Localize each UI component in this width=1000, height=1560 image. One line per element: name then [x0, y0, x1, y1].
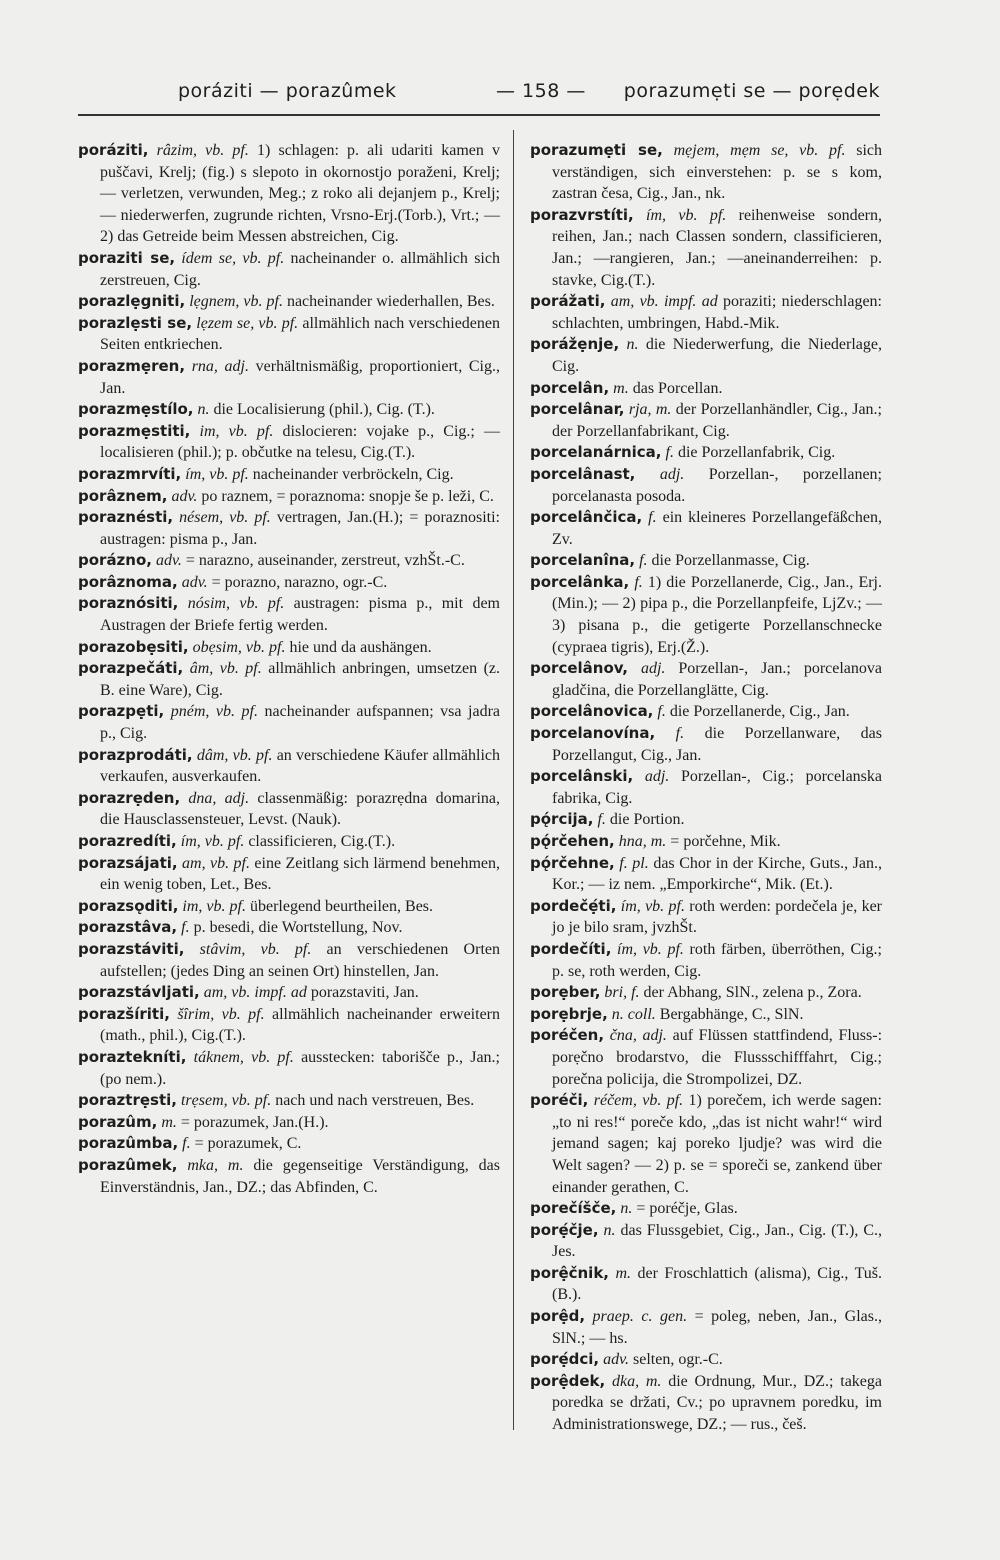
dictionary-entry — [530, 1220, 882, 1263]
entry-grammar: obẹsim, vb. pf. — [188, 638, 286, 656]
entry-definition: an verschiedene Käufer allmählich verkaufen, ausverkaufen. — [100, 746, 500, 786]
entry-headword: porazumẹti se, — [530, 141, 663, 159]
entry-definition: Porzellan-, Cig.; porcelanska fabrika, Cig. — [552, 768, 882, 807]
entry-grammar: am, vb. impf. ad — [605, 293, 718, 311]
dictionary-entry — [78, 572, 500, 594]
entry-headword: porážati, — [530, 292, 606, 311]
entry-grammar: n. — [193, 401, 210, 419]
entry-headword: pǫ́rčehen, — [530, 832, 615, 850]
dictionary-entry — [78, 1047, 500, 1090]
entry-headword: porẹ́dci, — [530, 1350, 600, 1369]
entry-grammar: adj. — [635, 465, 685, 483]
entry-definition: ein kleineres Porzellangefäßchen, Zv. — [552, 509, 882, 548]
entry-grammar: nósim, vb. pf. — [178, 595, 285, 613]
entry-definition: ausstecken: taborišče p., Jan.; (po nem.). — [100, 1048, 500, 1088]
dictionary-entry — [78, 1133, 500, 1155]
entry-grammar: čna, adj. — [604, 1027, 667, 1045]
entry-grammar: lẹzem se, vb. pf. — [192, 314, 299, 332]
entry-headword: porazûmba, — [78, 1134, 179, 1153]
dictionary-entry — [78, 745, 500, 788]
entry-definition: überlegend beurtheilen, Bes. — [245, 897, 434, 915]
entry-grammar: ím, vb. pf. — [176, 833, 245, 850]
dictionary-entry — [78, 1004, 500, 1047]
entry-grammar: f. — [661, 444, 674, 462]
entry-definition: die Porzellanfabrik, Cig. — [673, 444, 836, 462]
entry-grammar: f. — [653, 703, 666, 721]
entry-headword: porazpẹti, — [78, 702, 165, 721]
header-left-range: poráziti — porazûmek — [178, 80, 397, 102]
entry-grammar: mẹjem, mẹm se, vb. pf. — [662, 142, 846, 159]
entry-grammar: ím, vb. pf. — [633, 206, 727, 224]
entry-headword: poréči, — [530, 1091, 589, 1110]
entry-headword: porazlẹgniti, — [78, 292, 186, 311]
entry-grammar: bri, f. — [600, 984, 640, 1002]
page-header — [78, 74, 880, 116]
entry-grammar: m. — [609, 379, 629, 397]
dictionary-entry — [78, 1155, 500, 1198]
entry-headword: porazmẹstílo, — [78, 400, 194, 419]
dictionary-entry — [78, 939, 500, 982]
entry-grammar: n. coll. — [607, 1005, 656, 1023]
entry-grammar: âm, vb. pf. — [183, 660, 262, 678]
entry-headword: poréčen, — [530, 1026, 605, 1045]
entry-headword: pǫ́rčehne, — [530, 853, 615, 872]
entry-headword: poraznésti, — [78, 508, 174, 527]
dictionary-entry — [530, 809, 882, 831]
dictionary-entry — [530, 334, 882, 377]
entry-headword: porazstávljati, — [78, 983, 200, 1002]
entry-grammar: n. — [598, 1221, 616, 1239]
dictionary-entry — [78, 1090, 500, 1112]
entry-grammar: f. pl. — [614, 854, 649, 872]
entry-definition: classificieren, Cig.(T.). — [244, 833, 396, 850]
entry-definition: das Flussgebiet, Cig., Jan., Cig. (T.), C., Jes. — [552, 1221, 883, 1261]
entry-headword: porazûm, — [78, 1112, 158, 1131]
entry-definition: = porazumek, Jan.(H.). — [176, 1113, 329, 1131]
entry-definition: die Ordnung, Mur., DZ.; takega poredka se držati, Cv.; po upravnem poredku, im Administrationswege, DZ.; — rus., češ. — [552, 1372, 883, 1434]
entry-headword: porệd, — [530, 1307, 586, 1326]
entry-headword: porazrẹden, — [78, 788, 181, 807]
entry-headword: porečíšče, — [530, 1199, 617, 1218]
entry-headword: pordečíti, — [530, 939, 612, 958]
entry-definition: = poréčje, Glas. — [632, 1200, 738, 1218]
dictionary-entry — [530, 1025, 882, 1090]
entry-headword: porazmrvíti, — [78, 464, 182, 483]
entry-headword: porazredíti, — [78, 832, 177, 850]
entry-headword: porázno, — [78, 551, 152, 570]
dictionary-entry — [530, 291, 882, 334]
dictionary-entry — [78, 140, 500, 248]
entry-headword: porcelânast, — [530, 464, 636, 483]
entry-headword: porazûmek, — [78, 1155, 178, 1174]
entry-grammar: n. — [616, 1200, 633, 1218]
entry-headword: porazstâva, — [78, 918, 178, 937]
entry-definition: die gegenseitige Verständigung, das Einverständnis, Jan., DZ.; das Abfinden, C. — [100, 1156, 500, 1196]
entry-definition: nacheinander o. allmählich sich zerstreuen, Cig. — [100, 249, 500, 289]
entry-grammar: mka, m. — [177, 1156, 244, 1174]
entry-headword: porazpečáti, — [78, 659, 184, 678]
dictionary-entry — [530, 982, 882, 1004]
dictionary-entry — [530, 572, 882, 658]
entry-grammar: f. — [177, 919, 190, 937]
entry-grammar: adv. — [151, 552, 182, 570]
entry-grammar: adj. — [633, 768, 670, 786]
entry-grammar: im, vb. pf. — [190, 422, 274, 440]
entry-grammar: stâvim, vb. pf. — [184, 940, 312, 958]
dictionary-entry — [78, 982, 500, 1004]
entry-headword: porazobẹsiti, — [78, 637, 189, 656]
entry-headword: porẹber, — [530, 983, 601, 1002]
entry-definition: der Abhang, SlN., zelena p., Zora. — [639, 984, 862, 1002]
entry-definition: 1) die Porzellanerde, Cig., Jan., Erj.(Min.); — 2) pipa p., die Porzellanpfeife, LjZv.; — 3) pisana p., die getigerte Porzellanschnecke (cypraea tigris), Erj.(Ž.). — [552, 573, 882, 656]
entry-grammar: f. — [593, 811, 606, 829]
dictionary-entry — [78, 313, 500, 356]
header-right-range: porazumẹti se — porẹdek — [623, 80, 880, 102]
entry-grammar: n. — [619, 336, 639, 354]
entry-headword: poraztekníti, — [78, 1047, 187, 1066]
dictionary-entry — [78, 356, 500, 399]
entry-headword: porazstáviti, — [78, 939, 185, 958]
entry-definition: das Chor in der Kirche, Guts., Jan., Kor.; — iz nem. „Emporkirche“, Mik. (Et.). — [552, 854, 883, 894]
dictionary-entry — [78, 399, 500, 421]
entry-headword: porážẹnje, — [530, 335, 620, 354]
dictionary-entry — [78, 788, 500, 831]
entry-grammar: am, vb. pf. — [177, 854, 250, 872]
dictionary-entry — [530, 1349, 882, 1371]
entry-grammar: pném, vb. pf. — [164, 703, 259, 721]
entry-definition: = narazno, auseinander, zerstreut, vzhŠt.-C. — [181, 552, 465, 570]
dictionary-entry — [78, 421, 500, 464]
entry-headword: porcelanovína, — [530, 724, 656, 743]
entry-definition: = porazumek, C. — [190, 1135, 302, 1153]
entry-definition: die Porzellanerde, Cig., Jan. — [665, 703, 850, 721]
entry-headword: porẹbrje, — [530, 1004, 608, 1023]
entry-headword: porẹ́čje, — [530, 1220, 599, 1239]
entry-definition: 1) schlagen: p. ali udariti kamen v puščavi, Krelj; (fig.) s slepoto in okornostjo poraženi, Krelj; — verletzen, verwunden, Meg.; z roko ali dejanjem p., Krelj; — niederwerfen, zugrunde richten, Vrsno-Erj.(Torb.), Vrt.; — 2) das Getreide beim Messen abstreichen, Cig. — [100, 142, 501, 246]
dictionary-entry — [78, 701, 500, 744]
entry-definition: p. besedi, die Wortstellung, Nov. — [189, 919, 403, 937]
entry-grammar: im, vb. pf. — [178, 897, 246, 915]
dictionary-entry — [78, 550, 500, 572]
dictionary-entry — [78, 917, 500, 939]
entry-grammar: f. — [635, 552, 648, 570]
dictionary-entry — [530, 723, 882, 766]
entry-headword: pordečẹ́ti, — [530, 896, 617, 915]
entry-definition: = poleg, neben, Jan., Glas., SlN.; — hs. — [552, 1308, 883, 1347]
entry-headword: porazlẹsti se, — [78, 313, 193, 332]
dictionary-entry — [530, 1306, 882, 1349]
dictionary-entry — [530, 399, 882, 442]
entry-headword: porâznoma, — [78, 572, 178, 591]
entry-headword: porcelân, — [530, 378, 610, 397]
entry-definition: austragen: pisma p., mit dem Austragen der Briefe fertig werden. — [100, 595, 500, 635]
left-column — [78, 140, 500, 1198]
entry-headword: porcelânov, — [530, 659, 629, 678]
entry-definition: die Portion. — [605, 811, 685, 829]
entry-headword: porazmẹren, — [78, 356, 186, 375]
entry-definition: roth färben, überröthen, Cig.; p. se, roth werden, Cig. — [552, 940, 883, 980]
dictionary-entry — [530, 1263, 882, 1306]
entry-grammar: m. — [157, 1113, 177, 1131]
entry-grammar: f. — [655, 725, 685, 743]
entry-definition: classenmäßig: porazrẹdna domarina, die Hausclassensteuer, Levst. (Nauk). — [100, 789, 500, 829]
entry-definition: nacheinander verbröckeln, Cig. — [248, 465, 454, 483]
entry-headword: porâznem, — [78, 486, 168, 505]
entry-grammar: f. — [178, 1135, 191, 1153]
entry-grammar: dka, m. — [605, 1372, 662, 1390]
dictionary-entry — [78, 831, 500, 853]
entry-definition: selten, ogr.-C. — [629, 1351, 723, 1369]
entry-definition: auf Flüssen stattfindend, Fluss-: porẹčno brodarstvo, die Flussschifffahrt, Cig.; porečna policija, die Strompolizei, DZ. — [552, 1027, 883, 1088]
dictionary-entry — [78, 1112, 500, 1134]
entry-grammar: ím, vb. pf. — [181, 465, 249, 483]
entry-definition: sich verständigen, sich einverstehen: p. se s kom, zastran česa, Cig., Jan., nk. — [552, 142, 883, 203]
dictionary-entry — [530, 550, 882, 572]
entry-definition: Porzellan-, porzellanen; porcelanasta posoda. — [552, 465, 882, 505]
entry-headword: porcelanárnica, — [530, 443, 662, 462]
entry-grammar: rna, adj. — [185, 357, 249, 375]
entry-grammar: adv. — [177, 573, 208, 591]
dictionary-entry — [78, 507, 500, 550]
entry-grammar: ídem se, vb. pf. — [175, 249, 285, 267]
entry-headword: porcelânka, — [530, 572, 630, 591]
entry-definition: Bergabhänge, C., SlN. — [655, 1005, 804, 1023]
dictionary-entry — [78, 896, 500, 918]
entry-definition: nacheinander aufspannen; vsa jadra p., Cig. — [100, 703, 501, 743]
entry-definition: po raznem, = poraznoma: snopje še p. leži, C. — [197, 487, 494, 505]
entry-definition: nacheinander wiederhallen, Bes. — [282, 293, 495, 311]
dictionary-entry — [530, 442, 882, 464]
entry-grammar: adv. — [599, 1351, 630, 1369]
entry-definition: Porzellan-, Jan.; porcelanova gladčina, die Porzellanglätte, Cig. — [552, 660, 882, 699]
entry-grammar: f. — [642, 509, 657, 527]
entry-definition: roth werden: pordečela je, ker jo je bilo sram, jvzhŠt. — [552, 897, 883, 937]
entry-definition: vertragen, Jan.(H.); = poraznositi: austragen: pisma p., Jan. — [100, 509, 501, 548]
entry-grammar: réčem, vb. pf. — [588, 1092, 684, 1110]
dictionary-entry — [78, 853, 500, 896]
entry-headword: poráziti, — [78, 141, 149, 159]
entry-headword: poraziti se, — [78, 248, 176, 267]
dictionary-entry — [530, 507, 882, 550]
column-divider — [513, 130, 514, 1430]
entry-definition: porazstaviti, Jan. — [306, 984, 419, 1002]
dictionary-entry — [78, 658, 500, 701]
entry-grammar: m. — [609, 1264, 632, 1282]
entry-grammar: nésem, vb. pf. — [173, 509, 271, 527]
entry-definition: 1) porečem, ich werde sagen: „to ni res!“ poreče kdo, „das ist nicht wahr!“ wird jemand sagen; kaj poreko ljudje? was wird die Welt sagen? — 2) p. se = sporeči se, zankend über einander gerathen, C. — [552, 1092, 882, 1196]
dictionary-entry — [530, 766, 882, 809]
entry-definition: das Porcellan. — [628, 379, 723, 397]
entry-headword: porệdek, — [530, 1371, 606, 1390]
entry-grammar: praep. c. gen. — [585, 1308, 688, 1326]
entry-headword: poraznósiti, — [78, 594, 179, 613]
entry-grammar: ím, vb. pf. — [611, 940, 684, 958]
entry-definition: verhältnismäßig, proportioniert, Cig., Jan. — [100, 357, 500, 397]
entry-definition: poraziti; niederschlagen: schlachten, umbringen, Habd.-Mik. — [552, 293, 882, 332]
entry-definition: allmählich nach verschiedenen Seiten entkriechen. — [100, 314, 500, 354]
dictionary-entry — [530, 205, 882, 291]
dictionary-entry — [530, 140, 882, 205]
entry-grammar: adv. — [167, 487, 198, 505]
dictionary-entry — [78, 248, 500, 291]
entry-definition: an verschiedenen Orten aufstellen; (jedes Ding an seinen Ort) hinstellen, Jan. — [100, 940, 500, 980]
entry-headword: porazvrstíti, — [530, 205, 634, 224]
entry-definition: nach und nach verstreuen, Bes. — [271, 1092, 475, 1110]
entry-definition: die Localisierung (phil.), Cig. (T.). — [209, 401, 435, 419]
entry-definition: eine Zeitlang sich lärmend benehmen, ein wenig toben, Let., Bes. — [100, 854, 501, 894]
dictionary-entry — [530, 701, 882, 723]
entry-headword: porcelânovica, — [530, 702, 654, 721]
page-number: — 158 — — [496, 80, 586, 102]
entry-headword: porazmẹstiti, — [78, 421, 191, 440]
entry-grammar: am, vb. impf. ad — [199, 984, 307, 1002]
entry-grammar: dâm, vb. pf. — [192, 746, 273, 764]
dictionary-entry — [530, 939, 882, 982]
dictionary-entry — [530, 1090, 882, 1198]
right-column — [530, 140, 882, 1436]
dictionary-entry — [78, 291, 500, 313]
entry-definition: die Niederwerfung, die Niederlage, Cig. — [552, 336, 882, 375]
dictionary-entry — [78, 486, 500, 508]
entry-headword: porazprodáti, — [78, 745, 193, 764]
entry-definition: die Porzellanmasse, Cig. — [647, 552, 810, 570]
entry-definition: hie und da aushängen. — [285, 638, 432, 656]
dictionary-entry — [530, 658, 882, 701]
entry-definition: der Porzellanhändler, Cig., Jan.; der Porzellanfabrikant, Cig. — [552, 401, 882, 440]
entry-grammar: hna, m. — [614, 833, 667, 850]
dictionary-entry — [78, 637, 500, 659]
entry-definition: dislocieren: vojake p., Cig.; — localisieren (phil.); p. občutke na telesu, Cig.(T.). — [100, 422, 500, 462]
entry-definition: reihenweise sondern, reihen, Jan.; nach Classen sondern, classificieren, Jan.; —rangieren, Jan.; —aneinanderreihen: p. stavke, Cig.(T.). — [552, 206, 883, 289]
entry-grammar: f. — [629, 573, 643, 591]
entry-definition: allmählich anbringen, umsetzen (z. B. eine Ware), Cig. — [100, 660, 500, 699]
dictionary-entry — [530, 896, 882, 939]
entry-headword: pǫ́rcija, — [530, 810, 594, 829]
entry-grammar: táknem, vb. pf. — [186, 1048, 294, 1066]
entry-definition: allmählich nacheinander erweitern (math., phil.), Cig.(T.). — [100, 1005, 501, 1045]
entry-headword: porcelânski, — [530, 767, 634, 786]
entry-headword: porazsájati, — [78, 853, 178, 872]
entry-headword: porazsǫditi, — [78, 896, 179, 915]
entry-grammar: šîrim, vb. pf. — [169, 1005, 265, 1023]
entry-grammar: dna, adj. — [180, 789, 250, 807]
dictionary-entry — [530, 1198, 882, 1220]
entry-headword: poraztrẹsti, — [78, 1091, 177, 1110]
entry-headword: porệčnik, — [530, 1263, 609, 1282]
dictionary-entry — [530, 378, 882, 400]
entry-definition: der Froschlattich (alisma), Cig., Tuš.(B.). — [552, 1264, 883, 1304]
dictionary-entry — [530, 831, 882, 853]
entry-grammar: rja, m. — [624, 401, 672, 419]
entry-grammar: lẹgnem, vb. pf. — [185, 293, 283, 311]
entry-grammar: râzim, vb. pf. — [148, 142, 249, 159]
entry-definition: die Porzellanware, das Porzellangut, Cig., Jan. — [552, 725, 882, 764]
dictionary-entry — [530, 853, 882, 896]
dictionary-entry — [78, 593, 500, 636]
entry-grammar: trẹsem, vb. pf. — [176, 1092, 272, 1110]
entry-headword: porcelânar, — [530, 400, 625, 419]
dictionary-entry — [530, 1004, 882, 1026]
entry-headword: porazšíriti, — [78, 1004, 170, 1023]
dictionary-entry — [530, 1371, 882, 1436]
dictionary-entry — [530, 464, 882, 507]
entry-definition: = porazno, narazno, ogr.-C. — [207, 573, 388, 591]
entry-grammar: ím, vb. pf. — [616, 897, 685, 915]
entry-headword: porcelanîna, — [530, 551, 636, 570]
entry-grammar: adj. — [628, 660, 666, 678]
entry-headword: porcelânčica, — [530, 508, 643, 527]
entry-definition: = porčehne, Mik. — [666, 833, 781, 850]
dictionary-entry — [78, 464, 500, 486]
